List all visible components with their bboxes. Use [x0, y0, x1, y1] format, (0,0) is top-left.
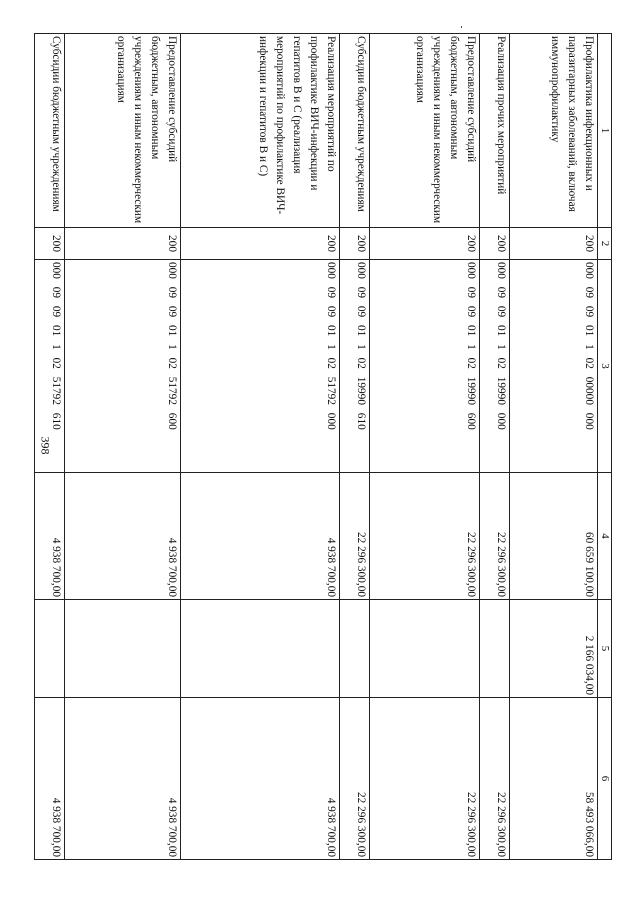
row-value-4: 4 938 700,00	[65, 473, 180, 600]
row-value-5	[65, 600, 180, 698]
header-cell: 2	[598, 228, 612, 260]
header-cell: 6	[598, 698, 612, 860]
row-code: 200	[35, 228, 65, 260]
row-name: Реализация мероприятий по профилактике ВИЧ-инфекции и гепатитов В и С (реализация мероприятий по профилактике ВИЧ-инфекции и гепатитов В и С)	[180, 34, 339, 228]
header-cell: 1	[598, 34, 612, 228]
row-value-5	[35, 600, 65, 698]
header-cell: 4	[598, 473, 612, 600]
row-value-5	[180, 600, 339, 698]
row-value-6: 22 296 300,00	[370, 698, 479, 860]
row-classification: 000 09 09 01 1 02 19990 610	[340, 260, 370, 473]
row-value-5	[479, 600, 509, 698]
row-value-4: 4 938 700,00	[35, 473, 65, 600]
table-row	[370, 34, 479, 860]
row-name: Профилактика инфекционных и паразитарных заболеваний, включая иммунопрофилактику	[509, 34, 597, 228]
row-code: 200	[180, 228, 339, 260]
row-code: 200	[340, 228, 370, 260]
table-row	[340, 34, 370, 860]
row-code: 200	[509, 228, 597, 260]
row-name: Реализация прочих мероприятий	[479, 34, 509, 228]
table-row	[509, 34, 597, 860]
row-code: 200	[65, 228, 180, 260]
row-value-4: 22 296 300,00	[370, 473, 479, 600]
row-value-5	[340, 600, 370, 698]
row-value-4: 22 296 300,00	[340, 473, 370, 600]
row-value-4: 4 938 700,00	[180, 473, 339, 600]
page-number: 398	[38, 436, 53, 455]
row-code: 200	[479, 228, 509, 260]
row-classification: 000 09 09 01 1 02 19990 000	[479, 260, 509, 473]
scan-speck	[461, 26, 462, 28]
row-value-6: 22 296 300,00	[340, 698, 370, 860]
rotated-table-sheet	[34, 33, 612, 859]
row-name: Предоставление субсидий бюджетным, автономным учреждениям и иным некоммерческим организациям	[65, 34, 180, 228]
row-value-6: 4 938 700,00	[35, 698, 65, 860]
row-name: Субсидии бюджетным учреждениям	[35, 34, 65, 228]
budget-table	[34, 33, 612, 860]
row-value-6: 4 938 700,00	[65, 698, 180, 860]
row-classification: 000 09 09 01 1 02 19990 600	[370, 260, 479, 473]
row-classification: 000 09 09 01 1 02 51792 600	[65, 260, 180, 473]
row-classification: 000 09 09 01 1 02 51792 000	[180, 260, 339, 473]
row-name: Предоставление субсидий бюджетным, автономным учреждениям и иным некоммерческим организациям	[370, 34, 479, 228]
row-name: Субсидии бюджетным учреждениям	[340, 34, 370, 228]
row-classification: 000 09 09 01 1 02 00000 000	[509, 260, 597, 473]
row-classification: 000 09 09 01 1 02 51792 610	[35, 260, 65, 473]
header-row	[598, 34, 612, 860]
table-row	[180, 34, 339, 860]
row-value-5: 2 166 034,00	[509, 600, 597, 698]
row-value-4: 60 659 100,00	[509, 473, 597, 600]
row-value-6: 22 296 300,00	[479, 698, 509, 860]
header-cell: 5	[598, 600, 612, 698]
table-row	[35, 34, 65, 860]
row-value-6: 58 493 066,00	[509, 698, 597, 860]
row-code: 200	[370, 228, 479, 260]
row-value-6: 4 938 700,00	[180, 698, 339, 860]
table-row	[479, 34, 509, 860]
row-value-4: 22 296 300,00	[479, 473, 509, 600]
table-row	[65, 34, 180, 860]
row-value-5	[370, 600, 479, 698]
header-cell: 3	[598, 260, 612, 473]
